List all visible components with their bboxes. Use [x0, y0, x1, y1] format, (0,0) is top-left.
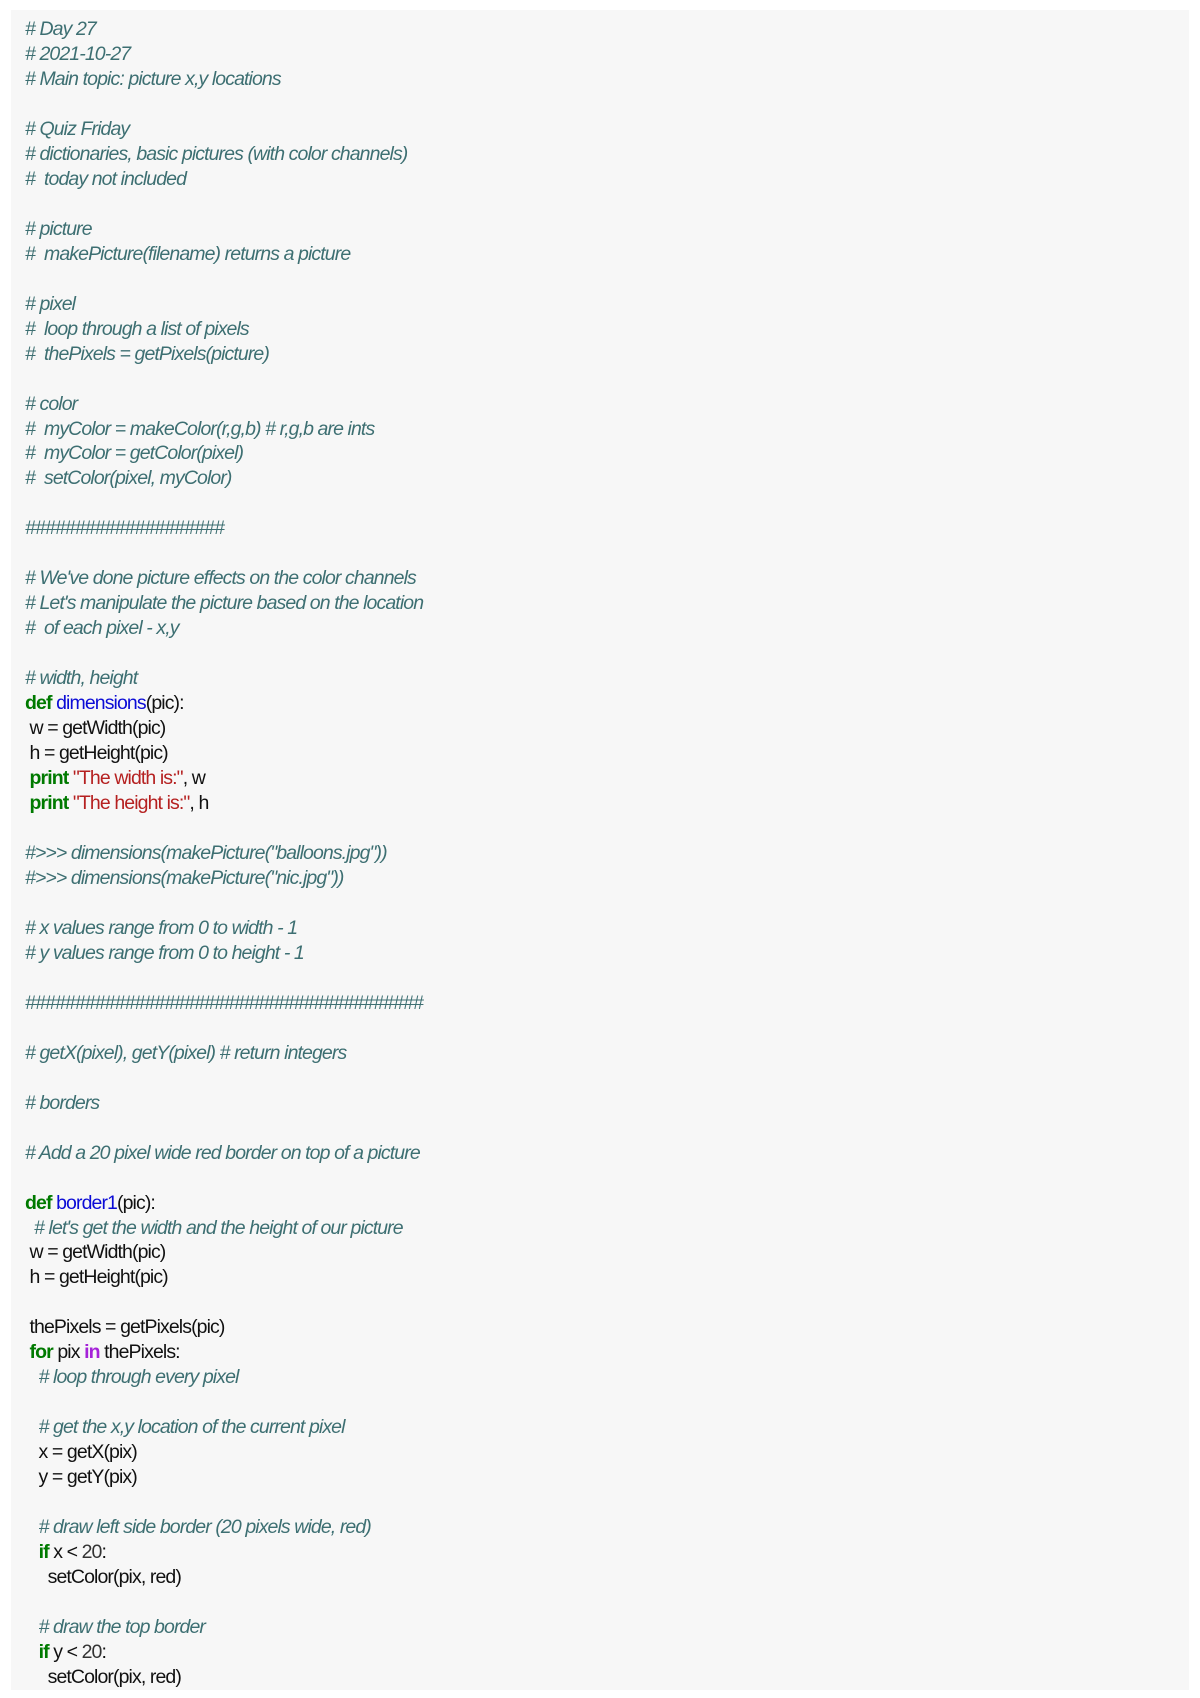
code-comment: # width, height	[25, 667, 138, 690]
code-comment: # let's get the width and the height of our picture	[34, 1216, 403, 1239]
code-text: setColor(pix, red)	[25, 1566, 181, 1589]
code-line	[25, 866, 1189, 891]
code-line	[25, 1041, 1189, 1066]
code-keyword: def	[25, 692, 52, 715]
code-text: :	[101, 1541, 107, 1564]
code-line	[25, 441, 1189, 466]
code-text	[25, 1416, 39, 1438]
code-line	[25, 142, 1189, 167]
code-text: , w	[182, 767, 205, 790]
code-comment: # myColor = getColor(pixel)	[25, 442, 244, 465]
code-text	[25, 1641, 39, 1663]
code-keyword: print	[29, 792, 69, 815]
code-comment: # y values range from 0 to height - 1	[25, 941, 304, 964]
code-line	[25, 516, 1189, 541]
code-function-name: border1	[56, 1191, 118, 1214]
code-comment: # draw left side border (20 pixels wide, red)	[38, 1516, 371, 1539]
code-text: h = getHeight(pic)	[25, 1266, 168, 1289]
code-comment: # draw the top border	[38, 1616, 206, 1638]
code-comment: # loop through a list of pixels	[25, 317, 249, 340]
code-keyword: if	[38, 1640, 49, 1663]
code-line	[25, 167, 1189, 192]
code-line	[25, 1240, 1189, 1265]
code-comment: #>>> dimensions(makePicture("nic.jpg"))	[25, 866, 344, 889]
code-line	[25, 1066, 1189, 1091]
code-comment: # borders	[25, 1091, 100, 1114]
code-panel	[11, 10, 1189, 1690]
code-line	[25, 1515, 1189, 1540]
code-line	[25, 17, 1189, 42]
code-operator: in	[84, 1341, 100, 1364]
code-line	[25, 1141, 1189, 1166]
code-number: 20	[81, 1640, 102, 1663]
code-line	[25, 1490, 1189, 1515]
code-line	[25, 1390, 1189, 1415]
code-text	[25, 1616, 39, 1638]
code-text: :	[101, 1640, 107, 1663]
code-string: "The height is:"	[72, 792, 190, 815]
code-line	[25, 1640, 1189, 1665]
code-line	[25, 691, 1189, 716]
code-line	[25, 217, 1189, 242]
code-line	[25, 991, 1189, 1016]
code-text: (pic):	[145, 692, 184, 715]
code-comment: # pixel	[25, 292, 76, 315]
code-function-name: dimensions	[56, 692, 146, 715]
code-keyword: def	[25, 1191, 52, 1214]
code-string: "The width is:"	[72, 767, 183, 790]
code-line	[25, 841, 1189, 866]
code-text: x = getX(pix)	[25, 1441, 137, 1464]
code-line	[25, 367, 1189, 392]
code-keyword: if	[38, 1541, 49, 1564]
code-comment: # Add a 20 pixel wide red border on top of a picture	[25, 1141, 420, 1164]
code-line	[25, 1440, 1189, 1465]
code-line	[25, 92, 1189, 117]
code-line	[25, 317, 1189, 342]
code-line	[25, 292, 1189, 317]
code-line	[25, 1315, 1189, 1340]
code-text: thePixels:	[99, 1341, 180, 1364]
code-line	[25, 791, 1189, 816]
code-line	[25, 816, 1189, 841]
code-line	[25, 591, 1189, 616]
code-line	[25, 491, 1189, 516]
code-text: h = getHeight(pic)	[25, 742, 168, 765]
code-line	[25, 466, 1189, 491]
code-line	[25, 1091, 1189, 1116]
code-number: 20	[81, 1541, 102, 1564]
code-line	[25, 1340, 1189, 1365]
code-line	[25, 1465, 1189, 1490]
code-comment: # myColor = makeColor(r,g,b) # r,g,b are ints	[25, 417, 375, 440]
code-text: w = getWidth(pic)	[25, 717, 166, 740]
code-line	[25, 242, 1189, 267]
code-comment: ####################	[25, 517, 224, 540]
code-comment: # thePixels = getPixels(picture)	[25, 342, 269, 365]
code-line	[25, 417, 1189, 442]
code-keyword: print	[29, 767, 69, 790]
code-line	[25, 1216, 1189, 1241]
code-comment: #>>> dimensions(makePicture("balloons.jpg"))	[25, 841, 387, 864]
code-line	[25, 342, 1189, 367]
code-keyword: for	[29, 1341, 53, 1364]
code-text: thePixels = getPixels(pic)	[25, 1316, 225, 1339]
code-text	[25, 1516, 39, 1538]
code-line	[25, 1166, 1189, 1191]
code-text: , h	[189, 792, 209, 815]
code-line	[25, 741, 1189, 766]
code-comment: # Day 27	[25, 18, 96, 40]
code-text	[25, 1366, 39, 1388]
code-line	[25, 891, 1189, 916]
code-line	[25, 566, 1189, 591]
code-text: pix	[52, 1341, 85, 1364]
code-comment: # Quiz Friday	[25, 117, 130, 140]
code-text	[25, 1217, 34, 1239]
code-comment: # picture	[25, 217, 92, 240]
code-line	[25, 1540, 1189, 1565]
code-listing	[11, 10, 1189, 1690]
code-line	[25, 766, 1189, 791]
code-line	[25, 267, 1189, 292]
code-comment: # 2021-10-27	[25, 42, 131, 65]
code-text: (pic):	[117, 1191, 155, 1214]
code-line	[25, 1615, 1189, 1640]
code-line	[25, 1191, 1189, 1216]
code-line	[25, 1590, 1189, 1615]
code-line	[25, 1265, 1189, 1290]
code-line	[25, 541, 1189, 566]
code-line	[25, 392, 1189, 417]
code-text: y = getY(pix)	[25, 1466, 137, 1489]
code-comment: # color	[25, 392, 78, 415]
code-comment: # of each pixel - x,y	[25, 617, 179, 640]
code-line	[25, 1665, 1189, 1690]
code-comment: # loop through every pixel	[38, 1366, 239, 1389]
code-line	[25, 966, 1189, 991]
code-text	[25, 1541, 39, 1563]
code-comment: # today not included	[25, 167, 187, 190]
code-comment: # getX(pixel), getY(pixel) # return integers	[25, 1041, 347, 1064]
code-comment: ########################################	[25, 991, 423, 1014]
code-line	[25, 117, 1189, 142]
code-line	[25, 1116, 1189, 1141]
code-comment: # makePicture(filename) returns a picture	[25, 242, 351, 265]
code-comment: # Let's manipulate the picture based on the location	[25, 592, 424, 615]
code-line	[25, 916, 1189, 941]
code-comment: # x values range from 0 to width - 1	[25, 916, 298, 939]
code-line	[25, 42, 1189, 67]
code-line	[25, 67, 1189, 92]
code-text: y <	[48, 1640, 82, 1663]
code-line	[25, 1365, 1189, 1390]
code-line	[25, 192, 1189, 217]
code-line	[25, 616, 1189, 641]
code-line	[25, 666, 1189, 691]
code-line	[25, 641, 1189, 666]
code-line	[25, 941, 1189, 966]
code-comment: # get the x,y location of the current pixel	[38, 1416, 345, 1439]
code-text: x <	[48, 1541, 82, 1564]
code-line	[25, 716, 1189, 741]
code-line	[25, 1565, 1189, 1590]
code-comment: # dictionaries, basic pictures (with color channels)	[25, 142, 408, 165]
code-comment: # setColor(pixel, myColor)	[25, 467, 232, 490]
code-line	[25, 1290, 1189, 1315]
code-comment: # Main topic: picture x,y locations	[25, 67, 281, 90]
code-line	[25, 1415, 1189, 1440]
code-comment: # We've done picture effects on the color channels	[25, 567, 416, 590]
code-line	[25, 1016, 1189, 1041]
code-text: w = getWidth(pic)	[25, 1241, 166, 1264]
code-text: setColor(pix, red)	[25, 1665, 181, 1688]
